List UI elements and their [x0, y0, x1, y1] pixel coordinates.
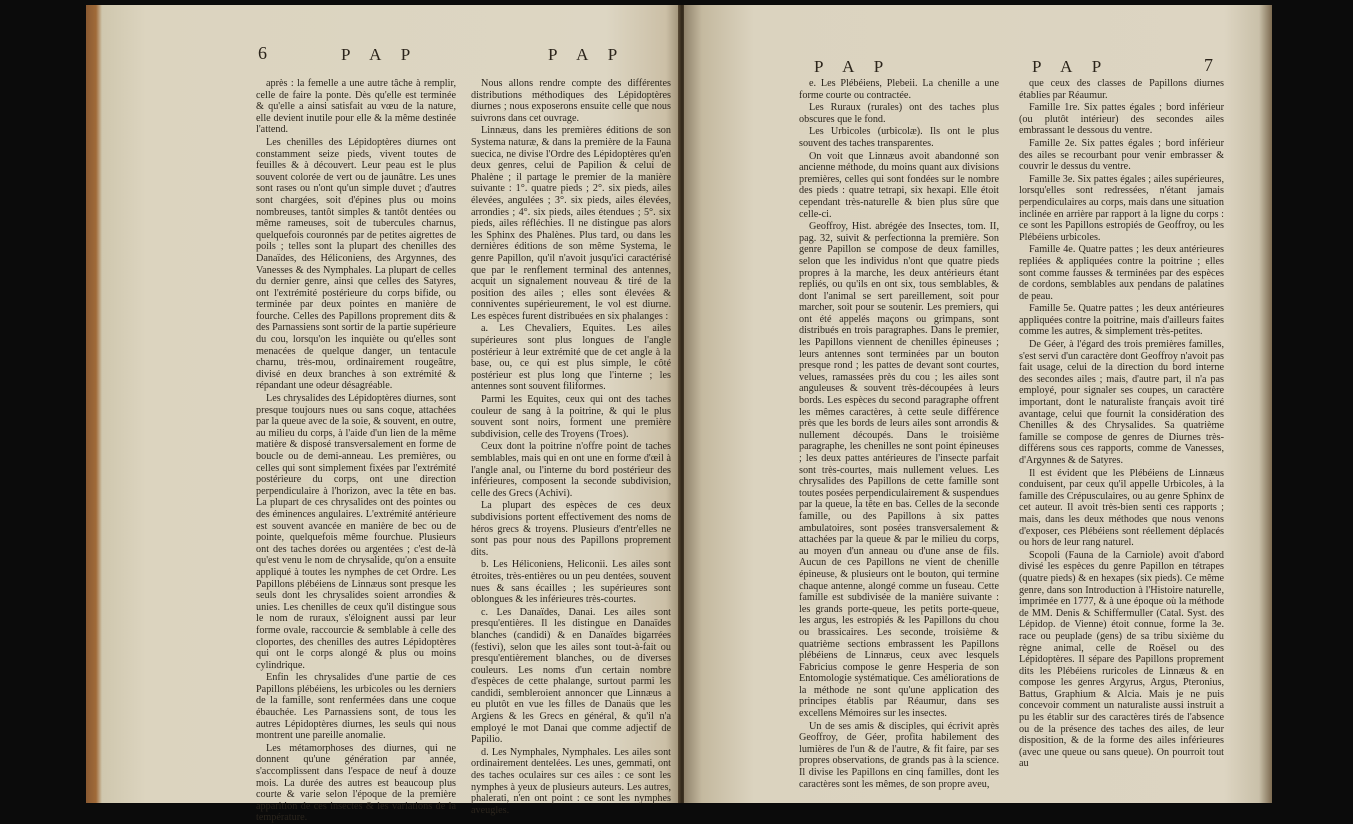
text-column-right-1 [799, 78, 999, 793]
paragraph: Il est évident que les Plébéiens de Linnæus conduisent, par ceux qu'il appelle Urbicoles, à la famille des Crépusculaires, ou au genre Sphinx de cet auteur. Il avoit très-bien senti ces rapports ; mais, dans les deux méthodes que nous venons d'exposer, ces Plébéiens sont réellement déplacés ou hors de leur rang naturel. [1019, 467, 1224, 549]
paragraph: a. Les Chevaliers, Equites. Les ailes supérieures sont plus longues de l'angle postérieur à leur extrémité que de cet angle à la base, ou, ce qui est plus simple, le côté postérieur est plus long que l'interne ; les antennes sont souvent filiformes. [471, 323, 671, 393]
running-head-right-2: P A P [1032, 57, 1110, 76]
paragraph: La plupart des espèces de ces deux subdivisions portent effectivement des noms de héros grecs & troyens. Plusieurs d'entr'elles ne sont pas pour nous des Papillons proprement dits. [471, 500, 671, 558]
paragraph: Geoffroy, Hist. abrégée des Insectes, tom. II, pag. 32, suivit & perfectionna la première. Son genre Papillon se compose de deux familles, selon que les individus n'ont que quatre pieds propres à la marche, les deux antérieurs étant repliés, ou qu'ils en ont six, tous semblables, & dont l'animal se sert pareillement, soit pour marcher, soit pour se soutenir. Les premiers, qui ont été appelés maçons ou grimpans, sont distribués en trois paragraphes. Dans le premier, les Papillons viennent de chenilles épineuses ; leurs antennes sont terminées par un bouton presque rond ; les pattes de devant sont courtes, velues, ramassées près du cou ; les ailes sont anguleuses & souvent très-découpées à leurs bords. Les espèces du second paragraphe offrent les mêmes caractères, à cette seule différence près que les bords de leurs ailes sont arrondis & nullement découpés. Dans le troisième paragraphe, les chenilles ne sont point épineuses ; les deux pattes antérieures de l'insecte parfait sont très-courtes, mais nullement velues. Les chrysalides des Papillons de cette famille sont toutes posées perpendiculairement & suspendues par la queue, la tête en bas. Celles de la seconde famille, ou des Papillons à six pattes ambulatoires, sont posées transversalement & attachées par la queue & par le milieu du corps, au moyen d'un anneau ou d'une anse de fils. Aucun de ces Papillons ne vient de chenille épineuse, & plusieurs ont le bouton, qui termine chaque antenne, alongé comme un fuseau. Cette famille est subdivisée de la manière suivante : les grands porte-queue, les petits porte-queue, les argus, les estropiés & les Papillons du chou ou brassicaires. Les seconde, troisième & quatrième sections embrassent les Papillons plébéiens de Linnæus, ceux avec lesquels Fabricius compose le genre Hesperia de son Entomologie systématique. Ces améliorations de la méthode ne sont qu'une application des principes établis par Réaumur, dans ses excellens Mémoires sur les insectes. [799, 221, 999, 720]
text-column-left-1 [256, 78, 457, 824]
paragraph: Parmi les Equites, ceux qui ont des taches couleur de sang à la poitrine, & qui le plus souvent sont noirs, forment une première subdivision, celle des Troyens (Troes). [471, 394, 671, 440]
paragraph: Famille 5e. Quatre pattes ; les deux antérieures appliquées contre la poitrine, mais d'ailleurs faites comme les autres, & simplement très-petites. [1019, 303, 1224, 338]
paragraph: Enfin les chrysalides d'une partie de ces Papillons plébéiens, les urbicoles ou les derniers de la famille, sont renfermées dans une coque ébauchée. Les Parnassiens sont, de tous les autres Lépidoptères diurnes, les seuls qui nous montrent une pareille anomalie. [256, 672, 456, 742]
paragraph: e. Les Plébéiens, Plebeii. La chenille a une forme courte ou contractée. [799, 78, 999, 101]
paragraph: Les chenilles des Lépidoptères diurnes ont constamment seize pieds, vivent toutes de feuilles & à découvert. Leur peau est le plus souvent colorée de vert ou de jaunâtre. Les unes sont rases ou n'ont qu'un simple duvet ; d'autres sont chargées, soit d'épines plus ou moins nombreuses, tantôt simples & tantôt dentées ou même rameuses, soit de tubercules charnus, quelquefois couronnés par de petites aigrettes de poils ; telles sont la plupart des chenilles des Danaïdes, des Héliconiens, des Argynnes, des Vanesses & des Nymphales. La plupart de celles du dernier genre, ainsi que celles des Satyres, ont l'extrémité postérieure du corps bifide, ou terminée par deux pointes en manière de fourche. Celles des Papillons proprement dits & des Parnassiens sont sortir de la partie supérieure du cou, lorsqu'on les inquiète ou qu'elles sont menacées de quelque danger, un tentacule charnu, très-mou, ordinairement rougeâtre, divisé en deux branches à son extrémité & répandant une odeur désagréable. [256, 136, 457, 392]
paragraph: Nous allons rendre compte des différentes distributions méthodiques des Lépidoptères diurnes ; nous exposerons ensuite celle que nous suivrons dans cet ouvrage. [471, 78, 671, 124]
paragraph: Les Urbicoles (urbicolæ). Ils ont le plus souvent des taches transparentes. [799, 126, 999, 149]
text-column-left-2 [471, 78, 671, 816]
paragraph: Les chrysalides des Lépidoptères diurnes, sont presque toujours nues ou sans coque, attachées par la queue avec de la soie, & souvent, en outre, au milieu du corps, à l'aide d'un lien de la même matière & disposé transversalement en forme de boucle ou de demi-anneau. Les premières, ou celles qui sont simplement fixées par l'extrémité postérieure du corps, ont une direction perpendiculaire à l'horizon, avec la tête en bas. La plupart de ces chrysalides ont des pointes ou des éminences angulaires. L'extrémité antérieure est souvent avancée en manière de bec ou de pointe, quelquefois même fourchue. Plusieurs ont des taches dorées ou argentées ; c'est de-là qu'est venu le nom de chrysalide, qu'on a ensuite appliqué à toutes les nymphes de cet Ordre. Les Papillons plébéiens de Linnæus sont presque les seuls dont les chrysalides soient arrondies & unies. Les chenilles de ceux qu'il distingue sous le nom de ruraux, s'éloignent aussi par leur forme ovale, raccourcie & semblable à celle des cloportes, des chenilles des autres Lépidoptères qui ont le corps alongé & plus ou moins cylindrique. [256, 393, 456, 671]
paragraph: b. Les Héliconiens, Heliconii. Les ailes sont étroites, très-entières ou un peu dentées, souvent nues & sans écailles ; les supérieures sont oblongues & les inférieures très-courtes. [471, 559, 671, 606]
right-page [684, 5, 1272, 803]
paragraph: Les métamorphoses des diurnes, qui ne donnent qu'une génération par année, s'accomplissent dans l'espace de neuf à douze mois. La durée des autres est beaucoup plus courte & varie selon l'époque de la première apparition de ces insectes & les variations de la température. [256, 742, 456, 824]
text-column-right-2 [1019, 78, 1224, 793]
page-number-left: 6 [258, 43, 267, 63]
paragraph: que ceux des classes de Papillons diurnes établies par Réaumur. [1019, 78, 1224, 101]
paragraph: Famille 1re. Six pattes égales ; bord inférieur (ou plutôt intérieur) des secondes ailes embrassant le dessous du ventre. [1019, 102, 1224, 137]
paragraph: On voit que Linnæus avoit abandonné son ancienne méthode, du moins quant aux divisions premières, celles qui sont fondées sur le nombre des pieds : quatre tetrapi, six hexapi. Elle étoit cependant très-naturelle & bien plus sûre que celle-ci. [799, 150, 999, 220]
paragraph: Famille 3e. Six pattes égales ; ailes supérieures, lorsqu'elles sont redressées, n'étant jamais perpendiculaires au corps, mais dans une situation inclinée en arrière par rapport à la ligne du corps : ce sont les Papillons estropiés de Geoffroy, ou les Plébéiens urbicoles. [1019, 173, 1224, 243]
running-head-left-1: P A P [341, 45, 419, 64]
paragraph: Un de ses amis & disciples, qui écrivit après Geoffroy, de Géer, profita habilement des lumières de l'un & de l'autre, & fit faire, par ses propres observations, de grands pas à la science. Il divise les Papillons en cinq familles, dont les caractères sont les mêmes, de son propre aveu, [799, 720, 999, 790]
paragraph: après : la femelle a une autre tâche à remplir, celle de faire la ponte. Dès qu'elle est terminée & qu'elle a ainsi satisfait au vœu de la nature, elle devient inutile pour elle & la même destinée l'attend. [256, 78, 456, 136]
paragraph: Les Ruraux (rurales) ont des taches plus obscures que le fond. [799, 102, 999, 125]
paragraph: Scopoli (Fauna de la Carniole) avoit d'abord divisé les espèces du genre Papillon en tétrapes (quatre pieds) & en hexapes (six pieds). Ce même genre, dans son Introduction à l'Histoire naturelle, imprimée en 1777, & à une époque où la méthode de MM. Denis & Schiffermuller (Catal. Syst. des Lépidop. de Vienne) étoit connue, forme la 3e. race ou peuplade (gens) de sa tribu sixième du règne animal, celle de Roësel ou des Lépidoptères. Il sépare des Papillons proprement dits les Plébéiens ruricoles de Linnæus & en compose les genres Argyrus, Argus, Pteronius, Battus, Graphium & Alcia. Mais je ne puis concevoir comment un naturaliste aussi instruit a pu les établir sur des caractères tirés de l'absence ou de la présence des taches des ailes, de leur disposition, & de la forme des ailes inférieures (avec une queue ou sans queue). On pourroit tout au [1019, 549, 1224, 770]
paragraph: De Géer, à l'égard des trois premières familles, s'est servi d'un caractère dont Geoffroy n'avoit pas fait usage, celui de la direction du bord interne des secondes ailes ; mais, d'autre part, il n'a pas employé, pour signaler ses coupes, un caractère important, dont le naturaliste français avoit tiré avantage, celui que fournit la considération des Chenilles & des Chrysalides. Sa quatrième famille se compose de genres de Diurnes très-différens sous ces rapports, comme de Vanesses, d'Argynnes & de Satyres. [1019, 339, 1224, 466]
paragraph: Famille 2e. Six pattes égales ; bord inférieur des ailes se recourbant pour venir embrasser & couvrir le dessus du ventre. [1019, 137, 1224, 173]
paragraph: Ceux dont la poitrine n'offre point de taches semblables, mais qui en ont une en forme d'œil à l'angle anal, ou l'interne du bord postérieur des inférieures, composent la seconde subdivision, celle des Grecs (Achivi). [471, 441, 671, 499]
open-book [86, 5, 1272, 824]
running-head-right-1: P A P [814, 57, 892, 76]
paragraph: d. Les Nymphales, Nymphales. Les ailes sont ordinairement dentelées. Les unes, gemmati, ont des taches oculaires sur ces ailes : ce sont les nymphes à yeux de plusieurs auteurs. Les autres, phalerati, n'en ont point : ce sont les nymphes aveugles. [471, 746, 671, 816]
paragraph: c. Les Danaïdes, Danai. Les ailes sont presqu'entières. Il les distingue en Danaïdes blanches (candidi) & en Danaïdes bigarrées (festivi), selon que les ailes sont tout-à-fait ou presqu'entièrement blanches, ou de diverses couleurs. Les noms d'un certain nombre d'espèces de cette phalange, surtout parmi les candidi, sembleroient annoncer que Linnæus a eu plutôt en vue les filles de Danaüs que les Argiens & les Grecs en général, & qu'il n'a employé le mot Danai que comme adjectif de Papilio. [471, 606, 671, 746]
page-number-right: 7 [1204, 55, 1213, 75]
paragraph: Famille 4e. Quatre pattes ; les deux antérieures repliées & appliquées contre la poitrine ; elles sont comme fausses & terminées par des espèces de cordons, semblables aux pendans de palatines de peau. [1019, 244, 1224, 302]
left-page [86, 5, 681, 824]
running-head-left-2: P A P [548, 45, 626, 64]
paragraph: Linnæus, dans les premières éditions de son Systema naturæ, & dans la première de la Fauna suecica, ne divise l'Ordre des Lépidoptères qu'en deux genres, celui de Papilion & celui de Phalène ; il partage le premier de la manière suivante : 1°. quatre pieds ; 2°. six pieds, ailes élevées, angulées ; 3°. six pieds, ailes élevées, arrondies ; 4°. six pieds, ailes étendues ; 5°. six pieds, ailes réfléchies. Il ne distingue pas alors les Sphinx des Phalènes. Plus tard, ou dans les dernières éditions de son même Systema, le genre Papillon, qu'il n'avoit jusqu'ici caractérisé que par le renflement terminal des antennes, acquit un signalement nouveau & tiré de la position des ailes ; elles sont élevées & conniventes supérieurement, le vol est diurne. Les espèces furent distribuées en six phalanges : [471, 125, 671, 322]
